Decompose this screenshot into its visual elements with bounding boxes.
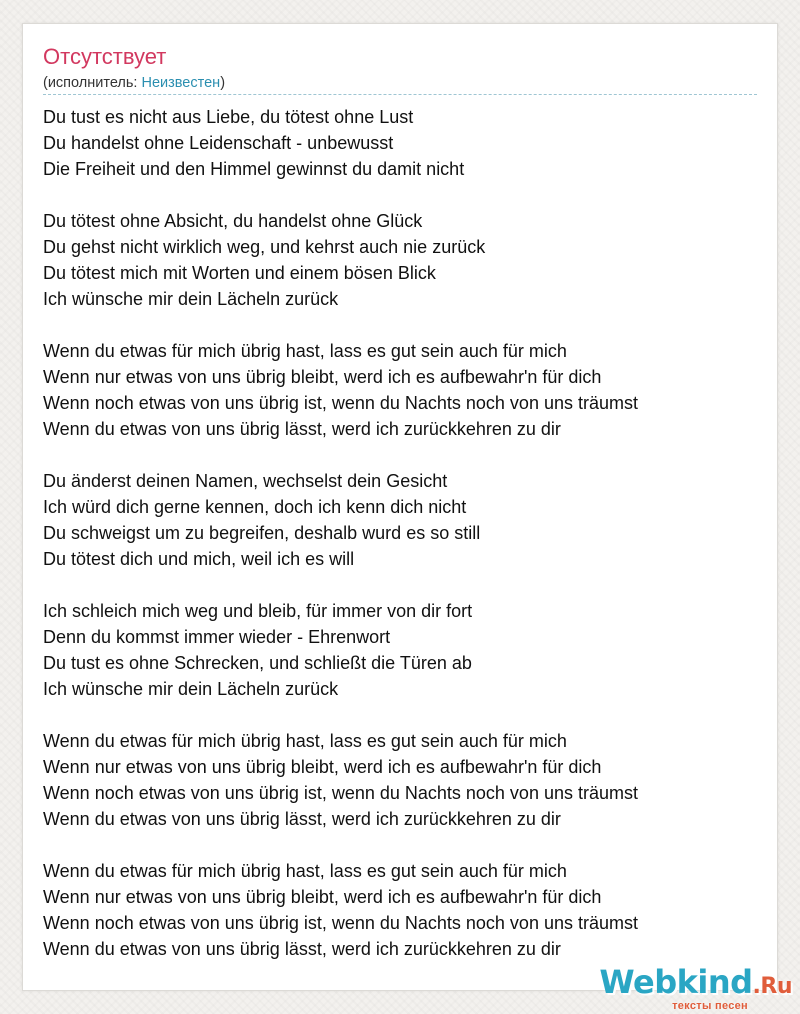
lyrics-line: Wenn du etwas von uns übrig lässt, werd ich zurückkehren zu dir: [43, 419, 561, 439]
lyrics-line: Ich wünsche mir dein Lächeln zurück: [43, 679, 339, 699]
lyrics-line: Wenn nur etwas von uns übrig bleibt, werd ich es aufbewahr'n für dich: [43, 367, 602, 387]
lyrics-line: Wenn du etwas von uns übrig lässt, werd ich zurückkehren zu dir: [43, 939, 561, 959]
lyrics-line: Ich wünsche mir dein Lächeln zurück: [43, 289, 339, 309]
lyrics-line: Wenn du etwas von uns übrig lässt, werd ich zurückkehren zu dir: [43, 809, 561, 829]
logo-tagline: тексты песен: [672, 1000, 748, 1012]
lyrics-line: Ich würd dich gerne kennen, doch ich kenn dich nicht: [43, 497, 467, 517]
lyrics-line: Du gehst nicht wirklich weg, und kehrst auch nie zurück: [43, 237, 486, 257]
lyrics-line: Du tust es nicht aus Liebe, du tötest ohne Lust: [43, 107, 414, 127]
lyrics-line: Du änderst deinen Namen, wechselst dein Gesicht: [43, 471, 448, 491]
lyrics-line: Wenn du etwas für mich übrig hast, lass es gut sein auch für mich: [43, 731, 567, 751]
lyrics-line: Wenn noch etwas von uns übrig ist, wenn du Nachts noch von uns träumst: [43, 393, 638, 413]
lyrics-stanza: [43, 468, 763, 572]
lyrics-stanza: [43, 728, 763, 832]
lyrics-line: Wenn noch etwas von uns übrig ist, wenn du Nachts noch von uns träumst: [43, 913, 638, 933]
lyrics-line: Wenn nur etwas von uns übrig bleibt, werd ich es aufbewahr'n für dich: [43, 757, 602, 777]
lyrics-stanza: [43, 338, 763, 442]
logo-tld: .Ru: [752, 974, 792, 999]
lyrics-line: Wenn noch etwas von uns übrig ist, wenn du Nachts noch von uns träumst: [43, 783, 638, 803]
lyrics-line: Du tötest ohne Absicht, du handelst ohne Glück: [43, 211, 423, 231]
lyrics-line: Du handelst ohne Leidenschaft - unbewusst: [43, 133, 394, 153]
artist-prefix: (исполнитель:: [43, 75, 142, 91]
dashed-divider: [43, 94, 757, 95]
lyrics-card: [22, 23, 778, 991]
lyrics-line: Wenn du etwas für mich übrig hast, lass es gut sein auch für mich: [43, 341, 567, 361]
lyrics-line: Du schweigst um zu begreifen, deshalb wurd es so still: [43, 523, 481, 543]
lyrics-body: [43, 104, 763, 988]
lyrics-line: Wenn nur etwas von uns übrig bleibt, werd ich es aufbewahr'n für dich: [43, 887, 602, 907]
lyrics-line: Du tust es ohne Schrecken, und schließt die Türen ab: [43, 653, 472, 673]
artist-suffix: ): [220, 75, 226, 91]
lyrics-line: Wenn du etwas für mich übrig hast, lass es gut sein auch für mich: [43, 861, 567, 881]
artist-line: [43, 74, 225, 92]
lyrics-stanza: [43, 104, 763, 182]
lyrics-line: Denn du kommst immer wieder - Ehrenwort: [43, 627, 391, 647]
logo-brand: Webkind: [599, 963, 753, 1001]
lyrics-stanza: [43, 208, 763, 312]
lyrics-line: Die Freiheit und den Himmel gewinnst du damit nicht: [43, 159, 465, 179]
song-title: Отсутствует: [43, 44, 167, 69]
lyrics-stanza: [43, 598, 763, 702]
lyrics-line: Du tötest dich und mich, weil ich es will: [43, 549, 355, 569]
artist-link[interactable]: Неизвестен: [141, 75, 221, 91]
lyrics-stanza: [43, 858, 763, 962]
lyrics-line: Ich schleich mich weg und bleib, für immer von dir fort: [43, 601, 473, 621]
lyrics-line: Du tötest mich mit Worten und einem bösen Blick: [43, 263, 436, 283]
